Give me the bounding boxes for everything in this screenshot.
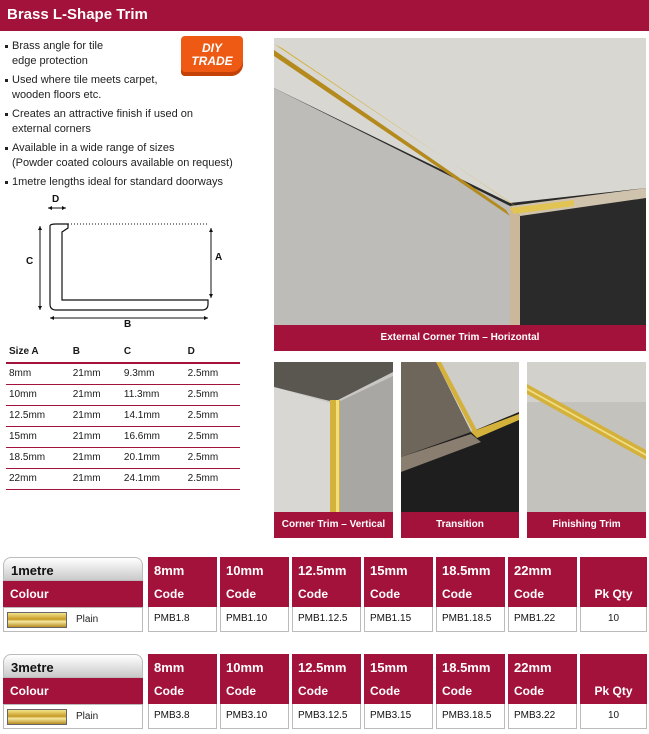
photo-transition-svg	[401, 362, 519, 512]
size-label: 15mm	[370, 660, 408, 675]
product-code: PMB3.12.5	[292, 704, 361, 729]
dim-c-arrow	[38, 226, 42, 230]
photo-corner-vertical	[274, 362, 393, 512]
cell: 10mm	[6, 384, 70, 405]
size-label: 10mm	[226, 563, 264, 578]
feature-text-cont: (Powder coated colours available on request)	[12, 157, 233, 169]
feature-text-cont: edge protection	[12, 55, 88, 67]
caption-transition: Transition	[401, 512, 519, 538]
size-column	[364, 654, 433, 729]
code-label: Code	[226, 587, 256, 601]
size-label: 10mm	[226, 660, 264, 675]
size-column	[364, 557, 433, 632]
cell: 21mm	[70, 405, 121, 426]
size-column	[220, 654, 289, 729]
cell: 2.5mm	[185, 426, 240, 447]
feature-text-cont: external corners	[12, 123, 91, 135]
dim-c-arrow	[38, 306, 42, 310]
photo-corner-vertical-svg	[274, 362, 393, 512]
size-label: 22mm	[514, 563, 552, 578]
header-size-a: Size A	[6, 341, 70, 363]
product-block-3metre	[0, 652, 649, 732]
product-code: PMB3.22	[508, 704, 577, 729]
dim-b-arrow	[204, 316, 208, 320]
cell: 2.5mm	[185, 447, 240, 468]
size-table-header-row	[6, 341, 240, 363]
photo-external-corner-svg	[274, 38, 646, 325]
finish-label: Plain	[76, 614, 99, 625]
table-row	[6, 363, 240, 384]
product-code: PMB3.15	[364, 704, 433, 729]
table-row	[6, 426, 240, 447]
cell: 21mm	[70, 426, 121, 447]
product-code: PMB1.12.5	[292, 607, 361, 632]
dim-a-label: A	[215, 252, 223, 263]
size-header	[508, 654, 577, 704]
finish-row	[3, 607, 143, 632]
cell: 24.1mm	[121, 468, 185, 489]
feature-text: Brass angle for tile	[12, 40, 104, 52]
brass-swatch	[7, 709, 67, 725]
feature-item	[4, 175, 254, 190]
size-header	[220, 654, 289, 704]
length-header	[3, 654, 143, 678]
cell: 8mm	[6, 363, 70, 384]
feature-item	[4, 39, 254, 69]
table-row	[6, 447, 240, 468]
cell: 16.6mm	[121, 426, 185, 447]
cell: 21mm	[70, 447, 121, 468]
feature-item	[4, 73, 254, 103]
cell: 2.5mm	[185, 384, 240, 405]
table-row	[6, 384, 240, 405]
cell: 18.5mm	[6, 447, 70, 468]
page-title: Brass L-Shape Trim	[7, 6, 148, 23]
size-header	[220, 557, 289, 607]
length-label: 1metre	[11, 563, 54, 578]
colour-label: Colour	[10, 684, 49, 698]
photo-finishing	[527, 362, 646, 512]
product-code: PMB1.8	[148, 607, 217, 632]
colour-header	[3, 678, 143, 704]
feature-item	[4, 141, 254, 171]
code-label: Code	[154, 684, 184, 698]
size-column	[292, 654, 361, 729]
size-label: 8mm	[154, 660, 185, 675]
size-table	[6, 341, 240, 490]
finish-row	[3, 704, 143, 729]
code-label: Code	[514, 684, 544, 698]
profile-outline	[50, 224, 208, 310]
title-bar	[0, 0, 649, 31]
profile-diagram	[18, 192, 238, 332]
colour-label: Colour	[10, 587, 49, 601]
header-d: D	[185, 341, 240, 363]
code-label: Code	[154, 587, 184, 601]
cell: 20.1mm	[121, 447, 185, 468]
size-header	[292, 557, 361, 607]
product-block-1metre	[0, 555, 649, 635]
size-header	[508, 557, 577, 607]
pack-qty-value: 10	[580, 607, 647, 632]
feature-text: Creates an attractive finish if used on	[12, 108, 193, 120]
product-code: PMB3.18.5	[436, 704, 505, 729]
dim-c-label: C	[26, 256, 34, 267]
cell: 11.3mm	[121, 384, 185, 405]
caption-finishing: Finishing Trim	[527, 512, 646, 538]
dim-b-arrow	[50, 316, 54, 320]
dim-d-arrow	[62, 206, 66, 210]
feature-text-cont: wooden floors etc.	[12, 89, 102, 101]
code-label: Code	[298, 587, 328, 601]
cell: 9.3mm	[121, 363, 185, 384]
pack-qty-header: Pk Qty	[580, 654, 647, 704]
pack-qty-column	[580, 654, 647, 729]
table-row	[6, 405, 240, 426]
code-label: Code	[442, 587, 472, 601]
finish-label: Plain	[76, 711, 99, 722]
size-label: 18.5mm	[442, 563, 491, 578]
profile-diagram-svg	[18, 192, 238, 332]
photo-finishing-svg	[527, 362, 646, 512]
cell: 2.5mm	[185, 363, 240, 384]
product-code: PMB1.22	[508, 607, 577, 632]
size-header	[436, 557, 505, 607]
size-header	[436, 654, 505, 704]
size-header	[148, 654, 217, 704]
pack-qty-header: Pk Qty	[580, 557, 647, 607]
feature-text: 1metre lengths ideal for standard doorways	[12, 176, 223, 188]
size-header	[364, 557, 433, 607]
code-label: Code	[370, 587, 400, 601]
size-label: 15mm	[370, 563, 408, 578]
size-column	[148, 654, 217, 729]
caption-corner-vertical: Corner Trim – Vertical	[274, 512, 393, 538]
feature-item	[4, 107, 254, 137]
product-code: PMB3.10	[220, 704, 289, 729]
feature-text: Used where tile meets carpet,	[12, 74, 158, 86]
cell: 22mm	[6, 468, 70, 489]
cell: 21mm	[70, 384, 121, 405]
cell: 2.5mm	[185, 405, 240, 426]
table-row	[6, 468, 240, 489]
photo-transition	[401, 362, 519, 512]
size-column	[220, 557, 289, 632]
code-label: Code	[442, 684, 472, 698]
dim-d-arrow	[48, 206, 52, 210]
size-header	[364, 654, 433, 704]
size-header	[292, 654, 361, 704]
code-label: Code	[226, 684, 256, 698]
feature-text: Available in a wide range of sizes	[12, 142, 175, 154]
size-label: 12.5mm	[298, 563, 347, 578]
code-label: Code	[370, 684, 400, 698]
product-code: PMB1.18.5	[436, 607, 505, 632]
cell: 21mm	[70, 363, 121, 384]
cell: 14.1mm	[121, 405, 185, 426]
photo-external-corner	[274, 38, 646, 325]
header-c: C	[121, 341, 185, 363]
product-code: PMB3.8	[148, 704, 217, 729]
size-column	[508, 557, 577, 632]
size-column	[148, 557, 217, 632]
feature-list	[4, 39, 254, 194]
cell: 15mm	[6, 426, 70, 447]
size-column	[436, 654, 505, 729]
badge-line-2: TRADE	[191, 54, 233, 68]
pack-qty-value: 10	[580, 704, 647, 729]
code-label: Code	[514, 587, 544, 601]
header-b: B	[70, 341, 121, 363]
pack-qty-column	[580, 557, 647, 632]
cell: 21mm	[70, 468, 121, 489]
brass-swatch	[7, 612, 67, 628]
size-label: 22mm	[514, 660, 552, 675]
product-code: PMB1.10	[220, 607, 289, 632]
length-label: 3metre	[11, 660, 54, 675]
dim-d-label: D	[52, 194, 60, 205]
caption-external-corner: External Corner Trim – Horizontal	[274, 325, 646, 351]
cell: 2.5mm	[185, 468, 240, 489]
dim-a-arrow	[209, 294, 213, 298]
code-label: Code	[298, 684, 328, 698]
size-column	[292, 557, 361, 632]
size-label: 8mm	[154, 563, 185, 578]
size-header	[148, 557, 217, 607]
product-code: PMB1.15	[364, 607, 433, 632]
length-header	[3, 557, 143, 581]
badge-line-1: DIY	[201, 41, 222, 55]
size-label: 12.5mm	[298, 660, 347, 675]
dim-a-arrow	[209, 228, 213, 232]
size-column	[436, 557, 505, 632]
dim-b-label: B	[124, 319, 132, 330]
size-column	[508, 654, 577, 729]
size-label: 18.5mm	[442, 660, 491, 675]
colour-header	[3, 581, 143, 607]
cell: 12.5mm	[6, 405, 70, 426]
